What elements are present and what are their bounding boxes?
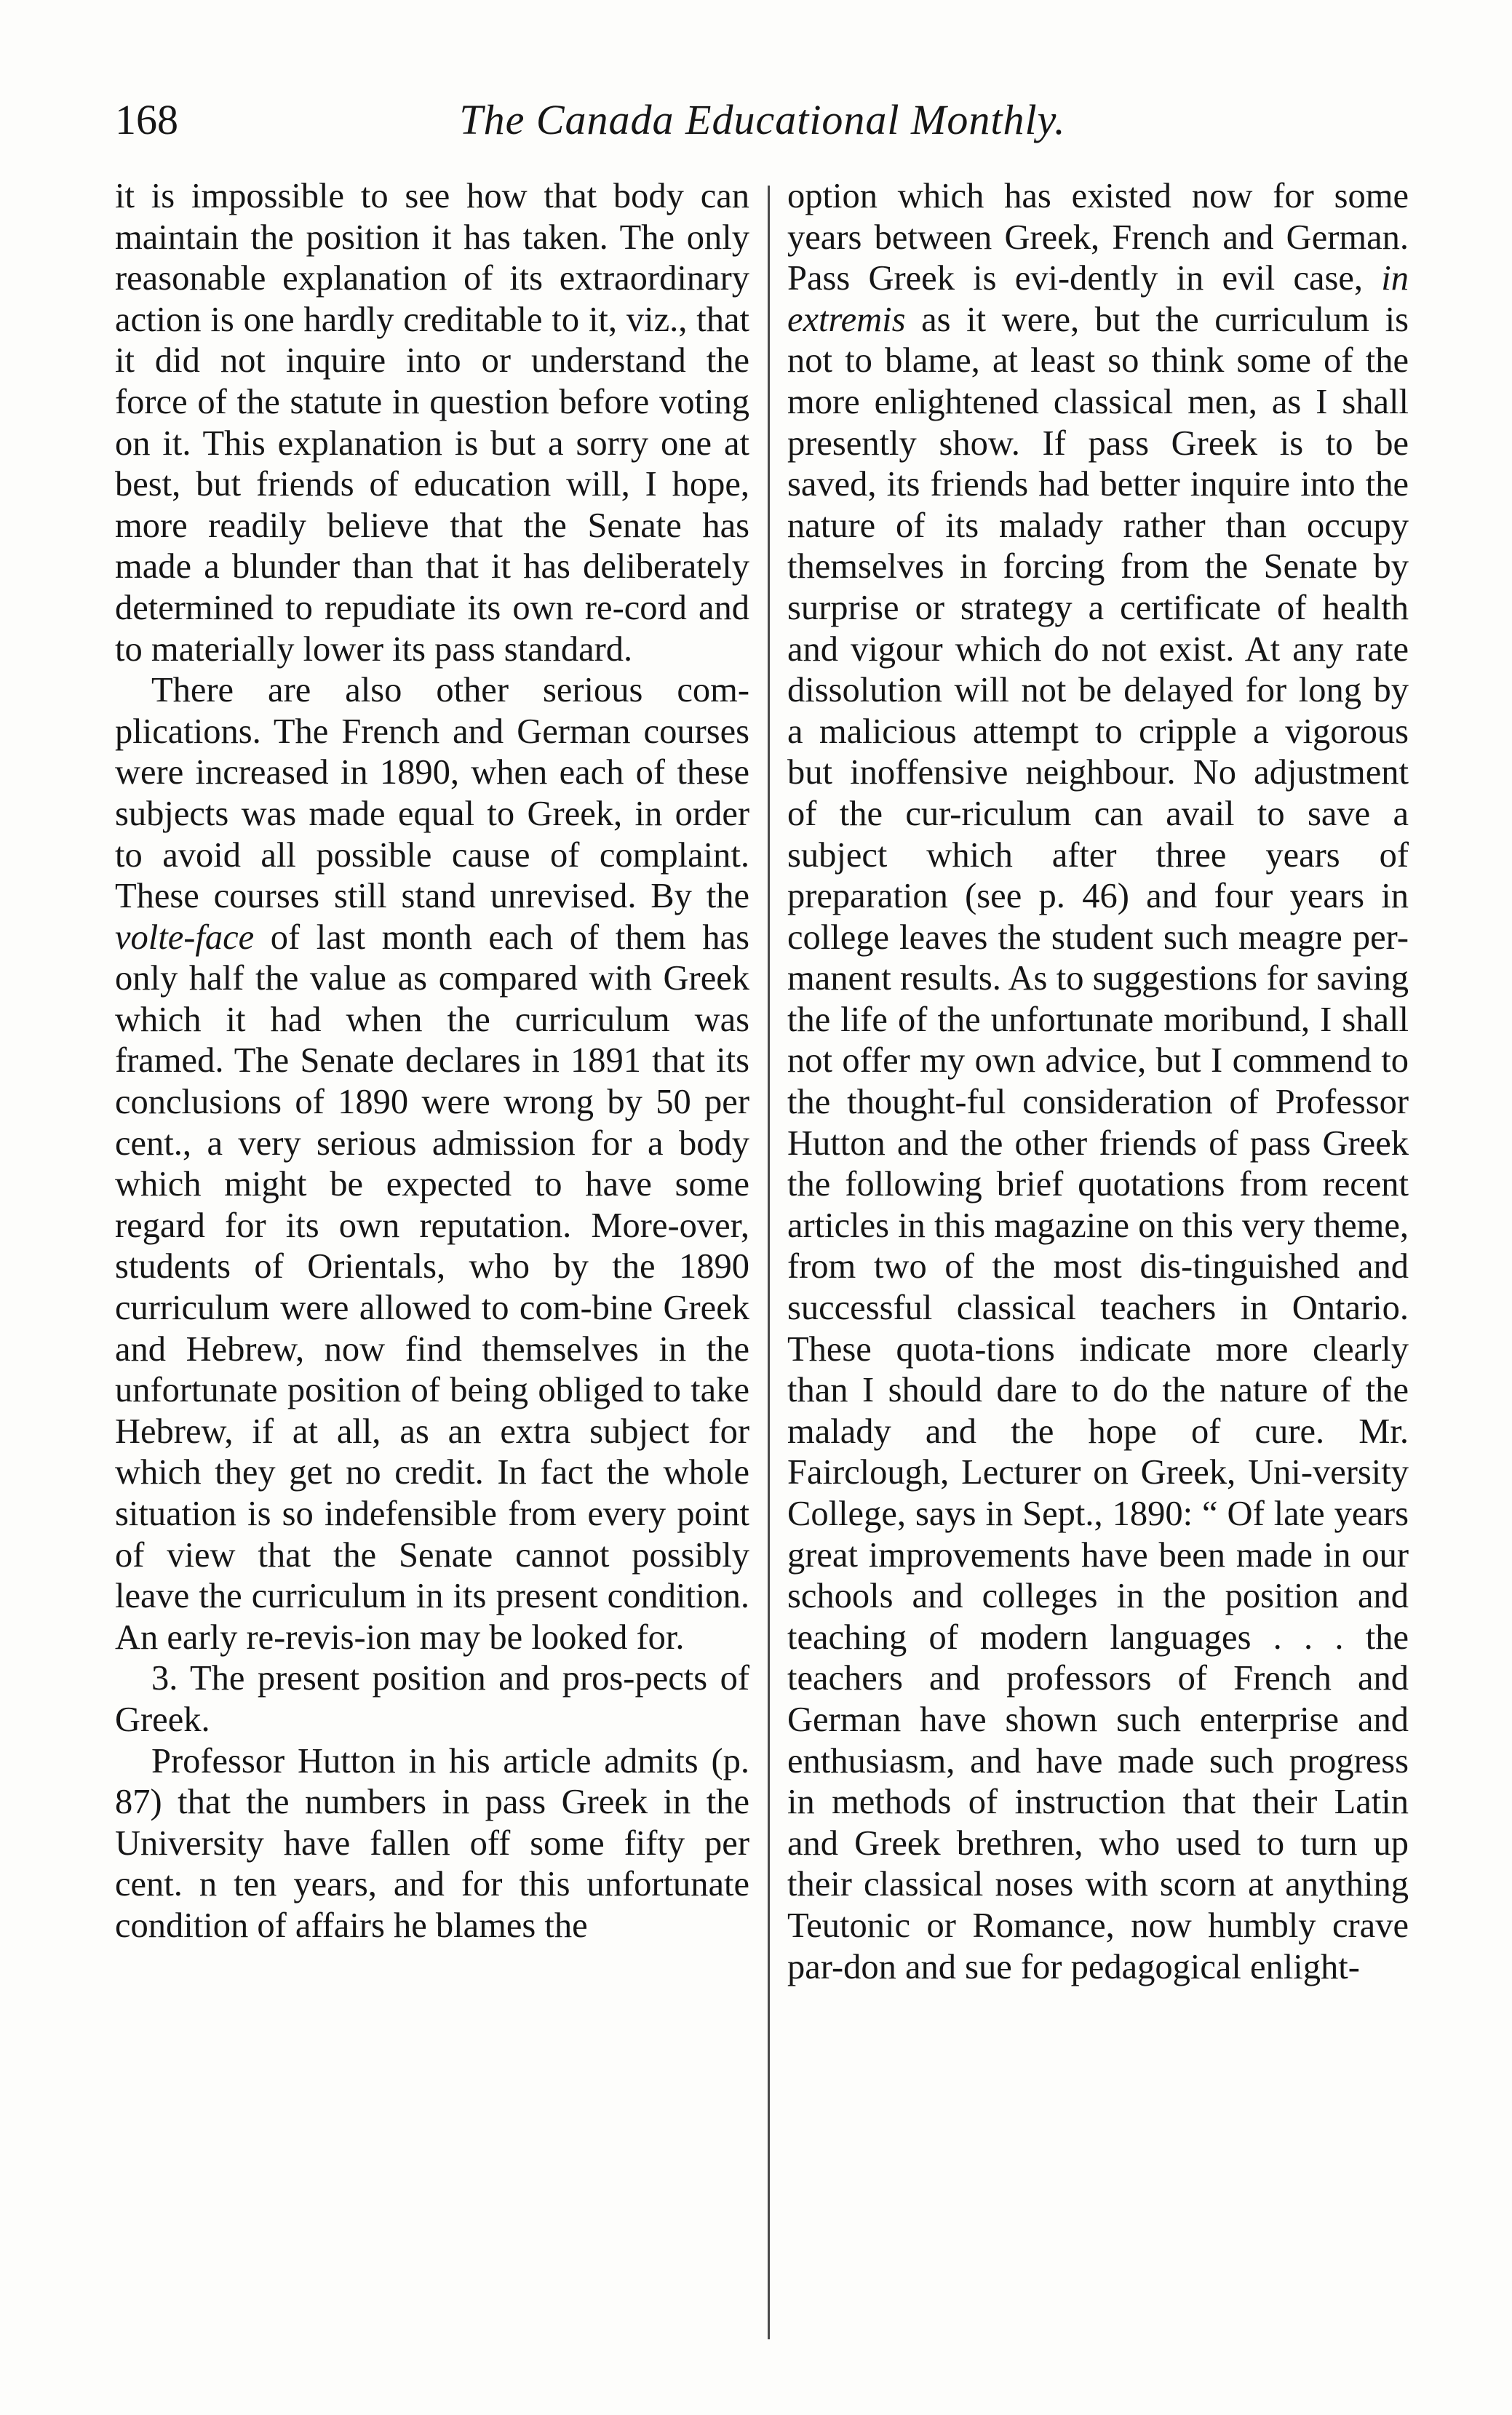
in-extremis-italic: in extremis: [787, 259, 1409, 339]
column-divider: [768, 186, 770, 2339]
right-paragraph-1-part-b: as it were, but the curriculum is not to blame, at least so think some of the more enlightened classical men, as I shall presently show. If pass Greek is to be saved, its friends had better inquire into the nature of its malady rather than occupy themselves in forcing from the Senate by surprise or strategy a certificate of health and vigour which do not exist. At any rate dissolution will not be delayed for long by a malicious attempt to cripple a vigorous but inoffensive neighbour. No adjustment of the cur-riculum can avail to save a subject which after three years of preparation (see p. 46) and four years in college leaves the student such meagre per-manent results. As to suggestions for saving the life of the unfortunate moribund, I shall not offer my own advice, but I commend to the thought-ful consideration of Professor Hutton and the other friends of pass Greek the following brief quotations from recent articles in this magazine on this very theme, from two of the most dis-tinguished and successful classical teachers in Ontario. These quota-tions indicate more clearly than I should dare to do the nature of the malady and the hope of cure. Mr. Fairclough, Lecturer on Greek, Uni-versity College, says in Sept., 1890: “ Of late years great improvements have been made in our schools and colleges in the position and teaching of modern languages . . . the teachers and professors of French and German have shown such enterprise and enthusiasm, and have made such progress in methods of instruction that their Latin and Greek brethren, who used to turn up their classical noses with scorn at anything Teutonic or Romance, now humbly crave par-don and sue for pedagogical enlight-: [787, 300, 1409, 1986]
section-heading-greek: 3. The present position and pros-pects of Greek.: [115, 1659, 749, 1739]
right-column: [787, 176, 1409, 1988]
volte-face-italic: volte-face: [115, 918, 255, 957]
page-header: [115, 87, 1410, 153]
left-paragraph-2: [115, 670, 749, 1658]
left-paragraph-4: Professor Hutton in his article admits (p. 87) that the numbers in pass Greek in the University have fallen off some fifty per cent. n ten years, and for this unfortunate condition of affairs he blames the: [115, 1741, 749, 1945]
left-paragraph-2-part-a: There are also other serious com-plications. The French and German courses were increased in 1890, when each of these subjects was made equal to Greek, in order to avoid all possible cause of complaint. These courses still stand unrevised. By the: [115, 671, 749, 916]
running-title: The Canada Educational Monthly.: [459, 96, 1066, 143]
right-paragraph-1-part-a: option which has existed now for some years between Greek, French and German. Pass Greek is evi-dently in evil case,: [787, 177, 1409, 298]
page-number: 168: [115, 96, 178, 143]
right-paragraph-1: [787, 176, 1409, 1988]
left-paragraph-1: it is impossible to see how that body can maintain the position it has taken. The only reasonable explanation of its extraordinary action is one hardly creditable to it, viz., that it did not inquire into or understand the force of the statute in question before voting on it. This explanation is but a sorry one at best, but friends of education will, I hope, more readily believe that the Senate has made a blunder than that it has deliberately determined to repudiate its own re-cord and to materially lower its pass standard.: [115, 177, 749, 669]
left-column: [115, 176, 749, 1947]
left-paragraph-2-part-b: of last month each of them has only half the value as compared with Greek which it had when the curriculum was framed. The Senate declares in 1891 that its conclusions of 1890 were wrong by 50 per cent., a very serious admission for a body which might be expected to have some regard for its own reputation. More-over, students of Orientals, who by the 1890 curriculum were allowed to com-bine Greek and Hebrew, now find themselves in the unfortunate position of being obliged to take Hebrew, if at all, as an extra subject for which they get no credit. In fact the whole situation is so indefensible from every point of view that the Senate cannot possibly leave the curriculum in its present condition. An early re-revis-ion may be looked for.: [115, 918, 749, 1657]
